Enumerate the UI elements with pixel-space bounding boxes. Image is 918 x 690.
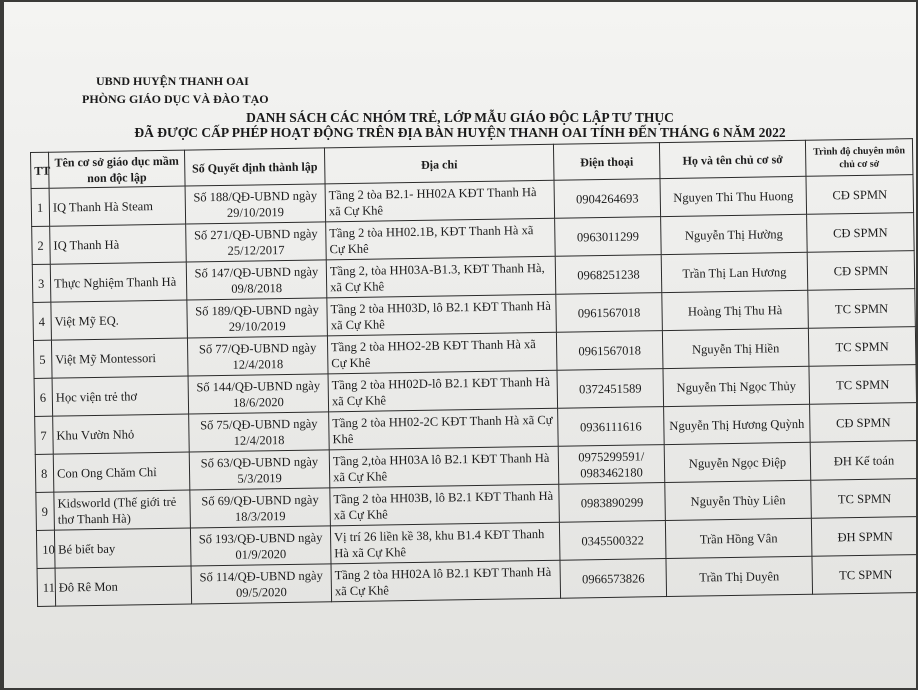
cell-owner: Trần Thị Duyên xyxy=(666,556,813,596)
cell-phone: 0904264693 xyxy=(554,179,661,219)
cell-qualification: CĐ SPMN xyxy=(810,403,916,443)
cell-address: Tầng 2 tòa B2.1- HH02A KĐT Thanh Hà xã Cự Khê xyxy=(325,180,555,222)
cell-qualification: CĐ SPMN xyxy=(807,213,915,253)
cell-phone: 0372451589 xyxy=(557,369,664,409)
col-header-decision: Số Quyết định thành lập xyxy=(184,148,325,186)
cell-tt: 3 xyxy=(32,264,51,302)
cell-tt: 11 xyxy=(37,568,56,606)
cell-qualification: CĐ SPMN xyxy=(806,175,914,215)
cell-qualification: ĐH Kế toán xyxy=(810,441,916,481)
cell-qualification: TC SPMN xyxy=(809,365,916,405)
cell-name: Kidsworld (Thế giới trẻ thơ Thanh Hà) xyxy=(54,490,191,530)
cell-owner: Nguyễn Thùy Liên xyxy=(665,480,812,520)
col-header-qualification: Trình độ chuyên môn chủ cơ sở xyxy=(805,139,913,177)
cell-decision: Số 69/QĐ-UBND ngày 18/3/2019 xyxy=(190,488,331,528)
cell-decision: Số 114/QĐ-UBND ngày 09/5/2020 xyxy=(191,564,332,604)
cell-decision: Số 271/QĐ-UBND ngày 25/12/2017 xyxy=(186,222,327,262)
cell-tt: 7 xyxy=(35,416,54,454)
cell-decision: Số 193/QĐ-UBND ngày 01/9/2020 xyxy=(190,526,331,566)
cell-owner: Hoàng Thị Thu Hà xyxy=(662,290,809,330)
cell-address: Tầng 2 tòa HHO2-2B KĐT Thanh Hà xã Cự Khê xyxy=(327,332,557,374)
cell-owner: Nguyen Thi Thu Huong xyxy=(660,176,807,216)
cell-phone: 0968251238 xyxy=(555,255,662,295)
cell-tt: 4 xyxy=(33,302,52,340)
org-line-2: PHÒNG GIÁO DỤC VÀ ĐÀO TẠO xyxy=(82,92,269,106)
cell-address: Tầng 2 tòa HH02A lô B2.1 KĐT Thanh Hà xã Cự Khê xyxy=(331,560,561,602)
cell-owner: Nguyễn Thị Ngọc Thủy xyxy=(663,366,810,406)
col-header-address: Địa chỉ xyxy=(324,144,554,184)
cell-decision: Số 144/QĐ-UBND ngày 18/6/2020 xyxy=(188,374,329,414)
cell-owner: Nguyễn Ngọc Điệp xyxy=(664,442,811,482)
cell-address: Tầng 2 tòa HH02D-lô B2.1 KĐT Thanh Hà xã Cự Khê xyxy=(328,370,558,412)
cell-decision: Số 77/QĐ-UBND ngày 12/4/2018 xyxy=(187,336,328,376)
cell-name: Khu Vườn Nhỏ xyxy=(53,414,190,454)
cell-owner: Nguyễn Thị Hương Quỳnh xyxy=(664,404,811,444)
cell-tt: 1 xyxy=(31,188,50,226)
cell-phone: 0963011299 xyxy=(555,217,662,257)
cell-phone: 0345500322 xyxy=(559,521,666,561)
cell-phone: 0983890299 xyxy=(559,483,666,523)
cell-address: Tầng 2, tòa HH03A-B1.3, KĐT Thanh Hà, xã Cự Khê xyxy=(326,256,556,298)
cell-qualification: TC SPMN xyxy=(812,555,916,595)
kindergarten-table xyxy=(30,138,916,607)
cell-name: IQ Thanh Hà xyxy=(50,224,187,264)
cell-name: Học viện trẻ thơ xyxy=(52,376,189,416)
cell-name: Việt Mỹ Montessori xyxy=(51,338,188,378)
cell-owner: Trần Thị Lan Hương xyxy=(661,252,808,292)
cell-address: Tầng 2,tòa HH03A lô B2.1 KĐT Thanh Hà xã Cự Khê xyxy=(329,446,559,488)
cell-address: Tầng 2 tòa HH02-2C KĐT Thanh Hà xã Cự Khê xyxy=(329,408,559,450)
cell-decision: Số 75/QĐ-UBND ngày 12/4/2018 xyxy=(189,412,330,452)
cell-qualification: CĐ SPMN xyxy=(807,251,915,291)
cell-tt: 9 xyxy=(36,492,55,530)
cell-owner: Trần Hồng Vân xyxy=(665,518,812,558)
org-line-1: UBND HUYỆN THANH OAI xyxy=(96,74,249,88)
document-title-line-1: DANH SÁCH CÁC NHÓM TRẺ, LỚP MẪU GIÁO ĐỘC LẬP TƯ THỤC xyxy=(246,110,674,125)
cell-name: Việt Mỹ EQ. xyxy=(51,300,188,340)
cell-qualification: TC SPMN xyxy=(808,289,916,329)
cell-phone: 0966573826 xyxy=(560,559,667,599)
cell-phone: 0936111616 xyxy=(558,407,665,447)
col-header-tt: TT xyxy=(31,152,50,188)
cell-name: Bé biết bay xyxy=(54,528,191,568)
cell-owner: Nguyễn Thị Hiền xyxy=(662,328,809,368)
cell-phone: 0961567018 xyxy=(556,293,663,333)
cell-decision: Số 147/QĐ-UBND ngày 09/8/2018 xyxy=(186,260,327,300)
cell-qualification: TC SPMN xyxy=(808,327,916,367)
col-header-name: Tên cơ sở giáo dục mầm non độc lập xyxy=(49,150,186,188)
cell-qualification: ĐH SPMN xyxy=(811,517,916,557)
cell-qualification: TC SPMN xyxy=(811,479,916,519)
cell-decision: Số 189/QĐ-UBND ngày 29/10/2019 xyxy=(187,298,328,338)
cell-address: Tầng 2 tòa HH02.1B, KĐT Thanh Hà xã Cự Khê xyxy=(326,218,556,260)
document-page xyxy=(4,2,916,688)
cell-owner: Nguyễn Thị Hường xyxy=(661,214,808,254)
cell-tt: 6 xyxy=(34,378,53,416)
cell-phone: 0975299591/ 0983462180 xyxy=(558,445,665,485)
cell-name: Con Ong Chăm Chỉ xyxy=(53,452,190,492)
cell-address: Vị trí 26 liền kề 38, khu B1.4 KĐT Thanh Hà xã Cự Khê xyxy=(330,522,560,564)
cell-tt: 2 xyxy=(32,226,51,264)
cell-name: IQ Thanh Hà Steam xyxy=(49,186,186,226)
document-title-line-2: ĐÃ ĐƯỢC CẤP PHÉP HOẠT ĐỘNG TRÊN ĐỊA BÀN HUYỆN THANH OAI TÍNH ĐẾN THÁNG 6 NĂM 2022 xyxy=(134,125,786,140)
cell-name: Đô Rê Mon xyxy=(55,566,192,606)
cell-phone: 0961567018 xyxy=(556,331,663,371)
issuing-organization xyxy=(82,72,269,108)
cell-decision: Số 63/QĐ-UBND ngày 5/3/2019 xyxy=(189,450,330,490)
cell-decision: Số 188/QĐ-UBND ngày 29/10/2019 xyxy=(185,184,326,224)
cell-address: Tầng 2 tòa HH03B, lô B2.1 KĐT Thanh Hà xã Cự Khê xyxy=(330,484,560,526)
cell-address: Tầng 2 tòa HH03D, lô B2.1 KĐT Thanh Hà xã Cự Khê xyxy=(327,294,557,336)
cell-tt: 10 xyxy=(36,530,55,568)
col-header-owner: Họ và tên chủ cơ sở xyxy=(659,140,806,178)
cell-tt: 5 xyxy=(33,340,52,378)
col-header-phone: Điện thoại xyxy=(553,143,660,181)
cell-name: Thực Nghiệm Thanh Hà xyxy=(50,262,187,302)
cell-tt: 8 xyxy=(35,454,54,492)
